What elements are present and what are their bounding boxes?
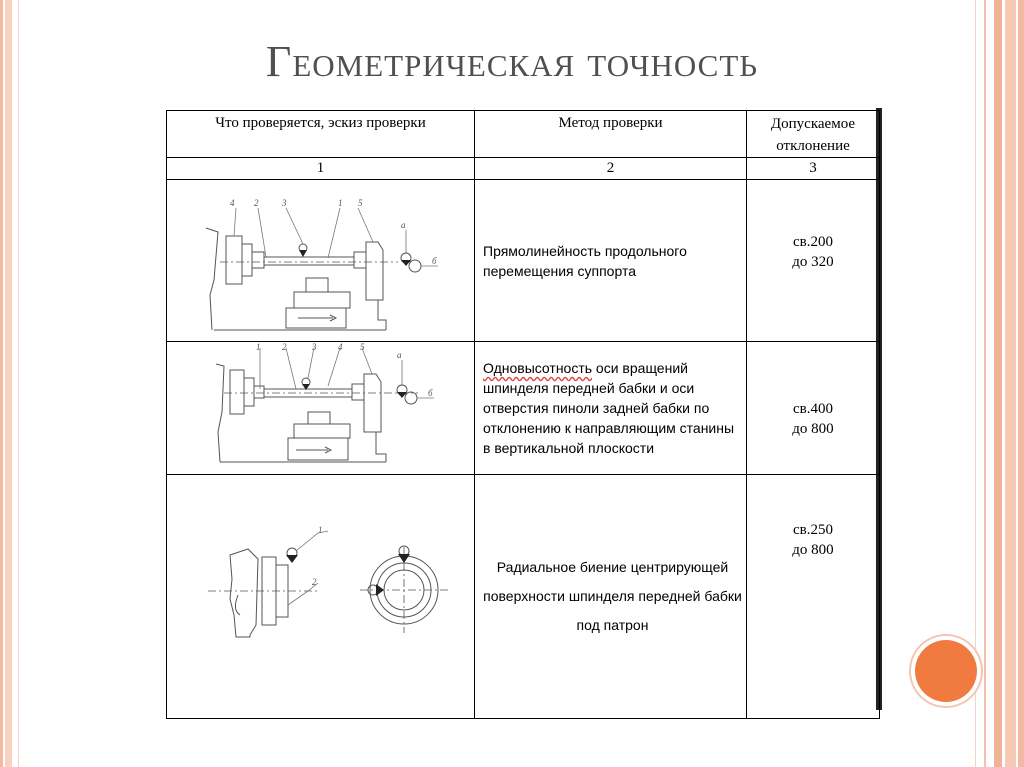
- sketch1-label-5: 5: [357, 198, 362, 208]
- decor-orange-circle: [915, 640, 977, 702]
- sketch1-label-4: 4: [229, 198, 234, 208]
- tolerance-1-line2: до 320: [792, 254, 834, 270]
- sketch2-label-2: 2: [281, 342, 286, 352]
- table-row: [167, 180, 880, 342]
- method-cell-2: [475, 342, 747, 475]
- header-method: Метод проверки: [475, 111, 747, 158]
- sketch3-label-2: 2: [311, 577, 316, 587]
- sketch1-label-3: 3: [281, 198, 286, 208]
- method-2-first-word: Одновысотность: [483, 360, 593, 376]
- tolerance-cell-3: [747, 475, 880, 719]
- header-tolerance: Допускаемое отклонение: [747, 111, 880, 158]
- accuracy-table: [166, 110, 880, 719]
- sketch2-label-4: 4: [337, 342, 342, 352]
- sketch1-label-2: 2: [253, 198, 258, 208]
- sketch2-label-5: 5: [359, 342, 364, 352]
- right-decor-stripes: [980, 0, 1024, 767]
- sketch-cell-1: [167, 180, 475, 342]
- slide-title: Геометрическая точность: [265, 37, 759, 86]
- table-row: [167, 475, 880, 719]
- sketch2-label-1: 1: [255, 342, 260, 352]
- sketch1-label-b: б: [431, 256, 437, 266]
- sketch-cell-3: [167, 475, 475, 719]
- tolerance-2-line1: св.400: [793, 401, 833, 417]
- tolerance-1-line1: св.200: [793, 234, 833, 250]
- tolerance-3-line1: св.250: [793, 522, 833, 538]
- tolerance-3-line2: до 800: [792, 542, 834, 558]
- sketch2-label-b: б: [427, 388, 433, 398]
- sketch1-label-a: a: [400, 220, 405, 230]
- sketch-coaxiality: [168, 342, 474, 469]
- tolerance-cell-2: [747, 342, 880, 475]
- table-number-row: [167, 158, 880, 180]
- tolerance-cell-1: [747, 180, 880, 342]
- col-number-1: 1: [167, 158, 475, 180]
- left-decor-stripe: [0, 0, 12, 767]
- sketch3-label-1: 1: [317, 525, 322, 535]
- table-header-row: [167, 111, 880, 158]
- method-2-rest: оси вращений шпинделя передней бабки и оси отверстия пиноли задней бабки по отклонению к направляющим станины в вертикальной плоскости: [483, 360, 735, 456]
- method-cell-1: Прямолинейность продольного перемещения суппорта: [475, 180, 747, 342]
- sketch1-label-1: 1: [337, 198, 342, 208]
- col-number-2: 2: [475, 158, 747, 180]
- sketch-runout: [168, 475, 474, 713]
- method-cell-3: Радиальное биение центрирующей поверхности шпинделя передней бабки под патрон: [475, 475, 747, 719]
- header-what-checked: Что проверяется, эскиз проверки: [167, 111, 475, 158]
- sketch2-label-a: a: [396, 350, 401, 360]
- sketch-cell-2: [167, 342, 475, 475]
- sketch-straightness: [168, 180, 474, 336]
- tolerance-2-line2: до 800: [792, 421, 834, 437]
- col-number-3: 3: [747, 158, 880, 180]
- sketch2-label-3: 3: [311, 342, 316, 352]
- table-row: [167, 342, 880, 475]
